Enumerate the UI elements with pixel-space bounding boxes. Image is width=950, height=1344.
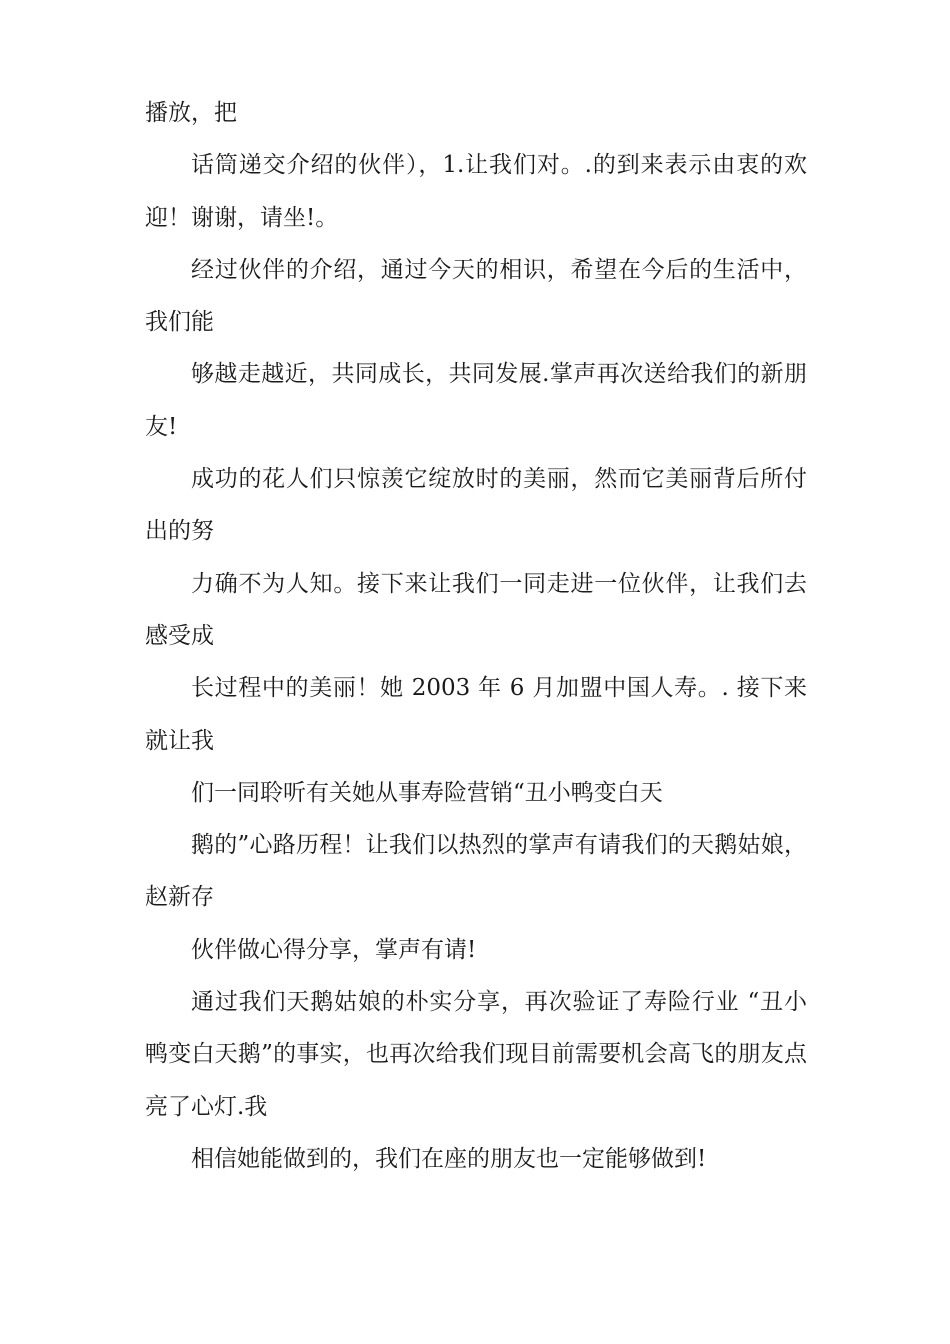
paragraph: 力确不为人知。接下来让我们一同走进一位伙伴，让我们去感受成	[145, 570, 807, 649]
paragraph: 够越走越近，共同成长，共同发展.掌声再次送给我们的新朋友!	[145, 361, 807, 440]
paragraph: 们一同聆听有关她从事寿险营销“丑小鸭变白天	[191, 779, 663, 806]
document-body	[145, 87, 807, 1185]
paragraph: 伙伴做心得分享，掌声有请!	[191, 936, 477, 963]
paragraph: 播放，把	[145, 100, 237, 126]
paragraph: 话筒递交介绍的伙伴），1.让我们对。.的到来表示由衷的欢迎！谢谢，请坐!。	[145, 152, 807, 231]
paragraph: 相信她能做到的，我们在座的朋友也一定能够做到!	[191, 1145, 707, 1172]
paragraph: 经过伙伴的介绍，通过今天的相识，希望在今后的生活中，我们能	[145, 256, 807, 336]
paragraph: 通过我们天鹅姑娘的朴实分享，再次验证了寿险行业 “丑小鸭变白天鹅”的事实，也再次给我们现目前需要机会高飞的朋友点亮了心灯.我	[145, 989, 807, 1120]
paragraph: 成功的花人们只惊羡它绽放时的美丽，然而它美丽背后所付出的努	[145, 466, 807, 545]
paragraph: 长过程中的美丽！她 2003 年 6 月加盟中国人寿。. 接下来就让我	[145, 675, 807, 754]
paragraph: 鹅的”心路历程！让我们以热烈的掌声有请我们的天鹅姑娘，赵新存	[145, 832, 807, 911]
